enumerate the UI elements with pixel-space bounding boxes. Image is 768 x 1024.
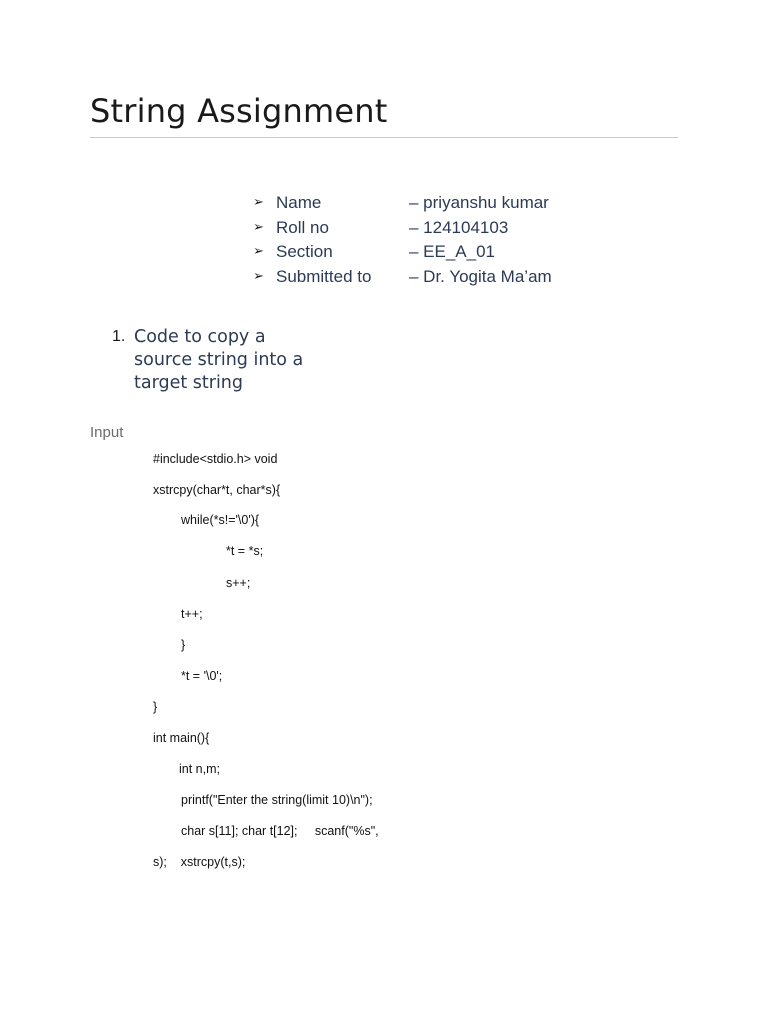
title-divider <box>90 137 678 138</box>
arrow-bullet-icon: ➢ <box>253 243 264 258</box>
code-line: } <box>181 638 186 652</box>
info-value: – Dr. Yogita Ma’am <box>409 266 552 286</box>
question-number: 1. <box>112 328 126 345</box>
info-label: Name <box>276 193 322 212</box>
input-label: Input <box>90 424 124 441</box>
code-line: } <box>153 700 158 714</box>
question-heading: Code to copy a source string into a target string <box>134 327 304 393</box>
code-line: #include<stdio.h> void <box>153 452 278 466</box>
code-line: xstrcpy(char*t, char*s){ <box>153 483 281 497</box>
code-line: *t = *s; <box>226 544 264 558</box>
code-line: while(*s!='\0'){ <box>181 513 260 527</box>
info-label: Submitted to <box>276 266 372 286</box>
arrow-bullet-icon: ➢ <box>253 267 264 283</box>
info-value: – EE_A_01 <box>409 242 496 261</box>
code-line: int n,m; <box>179 762 220 776</box>
info-value: – priyanshu kumar <box>409 193 549 212</box>
code-line: t++; <box>181 607 203 621</box>
info-label: Section <box>276 242 333 261</box>
code-line: printf("Enter the string(limit 10)\n"); <box>181 793 373 807</box>
arrow-bullet-icon: ➢ <box>253 218 264 234</box>
arrow-bullet-icon: ➢ <box>253 194 264 209</box>
info-label: Roll no <box>276 217 329 237</box>
document-title: String Assignment <box>90 92 388 130</box>
code-line: s++; <box>226 576 251 590</box>
code-line: int main(){ <box>153 731 210 745</box>
code-line: s); xstrcpy(t,s); <box>153 855 246 869</box>
code-line: char s[11]; char t[12]; scanf("%s", <box>181 824 379 838</box>
info-value: – 124104103 <box>409 217 509 237</box>
code-line: *t = '\0'; <box>181 669 223 683</box>
